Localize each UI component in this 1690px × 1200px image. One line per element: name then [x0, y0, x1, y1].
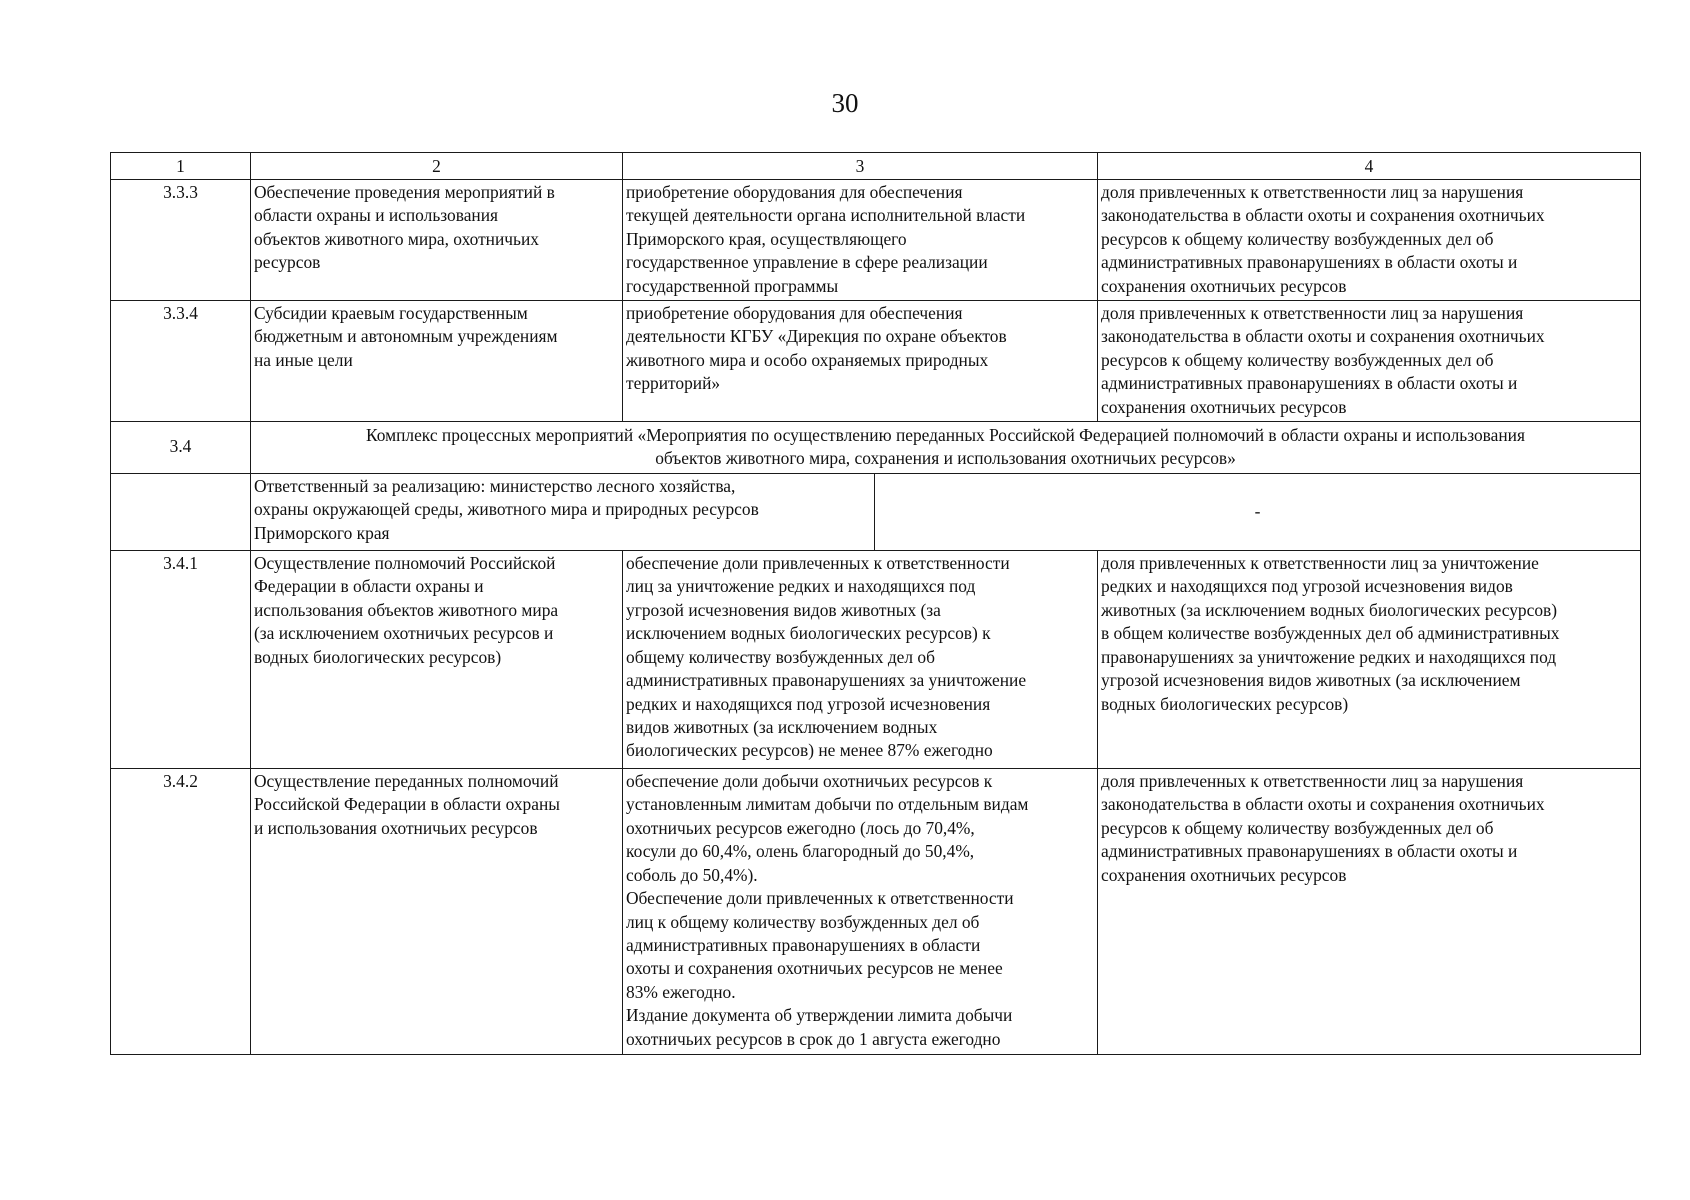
indicator-cell-line: редких и находящихся под угрозой исчезновения видов [1101, 576, 1513, 597]
task-cell-line: обеспечение доли добычи охотничьих ресурсов к [626, 771, 993, 792]
task-cell-line: административных правонарушениях в области [626, 934, 981, 955]
measure-name-cell-line: ресурсов [254, 252, 321, 273]
measure-name-cell-line: Осуществление переданных полномочий [254, 771, 559, 792]
indicator-cell-line: административных правонарушениях в области охоты и [1101, 841, 1518, 862]
indicator-cell-line: животных (за исключением водных биологических ресурсов) [1101, 599, 1558, 620]
task-cell [623, 769, 1098, 1055]
responsible-row [111, 474, 1641, 551]
task-cell-line: территорий» [626, 373, 721, 394]
indicator-cell-line: ресурсов к общему количеству возбужденных дел об [1101, 817, 1494, 838]
section-title-line: Комплекс процессных мероприятий «Мероприятия по осуществлению переданных Российской Федерацией полномочий в области охраны и использования [366, 425, 1525, 446]
task-cell-line: 83% ежегодно. [626, 981, 736, 1002]
task-cell-line: приобретение оборудования для обеспечения [626, 303, 963, 324]
task-cell-line: животного мира и особо охраняемых природных [626, 349, 989, 370]
indicator-cell-line: правонарушениях за уничтожение редких и находящихся под [1101, 646, 1557, 667]
empty-cell [111, 474, 251, 551]
task-cell-line: приобретение оборудования для обеспечения [626, 182, 963, 202]
indicator-cell [1098, 769, 1641, 1055]
column-header: 1 [111, 153, 251, 180]
indicator-cell-line: сохранения охотничьих ресурсов [1101, 864, 1347, 885]
indicator-cell [1098, 551, 1641, 769]
responsible-value: - [1254, 501, 1261, 522]
task-cell-line: деятельности КГБУ «Дирекция по охране объектов [626, 326, 1007, 347]
task-cell-line: Издание документа об утверждении лимита добычи [626, 1005, 1013, 1026]
indicator-cell-line: доля привлеченных к ответственности лиц за нарушения [1101, 303, 1524, 324]
task-cell-line: видов животных (за исключением водных [626, 716, 938, 737]
section-title [251, 422, 1641, 474]
task-cell-line: угрозой исчезновения видов животных (за [626, 599, 941, 620]
task-cell-line: государственное управление в сфере реализации [626, 252, 988, 273]
indicator-cell-line: доля привлеченных к ответственности лиц за нарушения [1101, 182, 1524, 202]
column-header: 3 [623, 153, 1098, 180]
measure-name-cell-line: объектов животного мира, охотничьих [254, 228, 539, 249]
task-cell-line: соболь до 50,4%). [626, 864, 758, 885]
measure-name-cell-line: бюджетным и автономным учреждениям [254, 326, 558, 347]
table-row [111, 301, 1641, 422]
indicator-cell-line: угрозой исчезновения видов животных (за исключением [1101, 670, 1521, 691]
header-row [111, 153, 1641, 180]
indicator-cell-line: сохранения охотничьих ресурсов [1101, 275, 1347, 296]
indicator-cell-line: законодательства в области охоты и сохранения охотничьих [1101, 794, 1545, 815]
table-row [111, 180, 1641, 301]
task-cell-line: Приморского края, осуществляющего [626, 228, 907, 249]
task-cell-line: охотничьих ресурсов в срок до 1 августа ежегодно [626, 1028, 1001, 1049]
task-cell-line: лиц за уничтожение редких и находящихся под [626, 576, 976, 597]
measure-name-cell-line: и использования охотничьих ресурсов [254, 817, 538, 838]
measure-name-cell [251, 769, 623, 1055]
measure-name-cell-line: Федерации в области охраны и [254, 576, 484, 597]
measure-name-cell-line: Осуществление полномочий Российской [254, 553, 556, 574]
measure-name-cell-line: использования объектов животного мира [254, 599, 559, 620]
row-number: 3.4.1 [111, 551, 251, 769]
measure-name-cell [251, 301, 623, 422]
task-cell-line: обеспечение доли привлеченных к ответственности [626, 553, 1010, 574]
row-number: 3.4.2 [111, 769, 251, 1055]
table-body [111, 153, 1641, 1055]
task-cell-line: биологических ресурсов) не менее 87% ежегодно [626, 740, 993, 761]
row-number: 3.3.3 [111, 180, 251, 301]
task-cell-line: государственной программы [626, 275, 839, 296]
indicator-cell [1098, 180, 1641, 301]
row-number: 3.3.4 [111, 301, 251, 422]
table-row [111, 769, 1641, 1055]
responsible-label [251, 474, 875, 550]
indicator-cell-line: административных правонарушениях в области охоты и [1101, 252, 1518, 273]
indicator-cell-line: ресурсов к общему количеству возбужденных дел об [1101, 349, 1494, 370]
measure-name-cell-line: (за исключением охотничьих ресурсов и [254, 623, 554, 644]
measure-name-cell [251, 180, 623, 301]
task-cell-line: редких и находящихся под угрозой исчезновения [626, 693, 991, 714]
task-cell [623, 180, 1098, 301]
task-cell-line: охотничьих ресурсов ежегодно (лось до 70,4%, [626, 817, 975, 838]
task-cell [623, 301, 1098, 422]
task-cell-line: текущей деятельности органа исполнительной власти [626, 205, 1026, 226]
section-row [111, 422, 1641, 474]
indicator-cell-line: доля привлеченных к ответственности лиц за нарушения [1101, 771, 1524, 792]
indicator-cell-line: водных биологических ресурсов) [1101, 693, 1349, 714]
task-cell-line: лиц к общему количеству возбужденных дел об [626, 911, 980, 932]
measures-table [110, 152, 1641, 1055]
task-cell-line: охоты и сохранения охотничьих ресурсов не менее [626, 958, 1003, 979]
page-number: 30 [831, 88, 859, 118]
task-cell-line: косули до 60,4%, олень благородный до 50,4%, [626, 841, 975, 862]
table-row [111, 551, 1641, 769]
indicator-cell [1098, 301, 1641, 422]
indicator-cell-line: сохранения охотничьих ресурсов [1101, 396, 1347, 417]
column-header: 4 [1098, 153, 1641, 180]
measure-name-cell-line: водных биологических ресурсов) [254, 646, 502, 667]
responsible-label-line: Ответственный за реализацию: министерство лесного хозяйства, [254, 476, 736, 497]
indicator-cell-line: доля привлеченных к ответственности лиц за уничтожение [1101, 553, 1539, 574]
section-number: 3.4 [111, 422, 251, 474]
column-header: 2 [251, 153, 623, 180]
task-cell-line: общему количеству возбужденных дел об [626, 646, 935, 667]
measure-name-cell [251, 551, 623, 769]
task-cell-line: административных правонарушениях за уничтожение [626, 670, 1027, 691]
measure-name-cell-line: на иные цели [254, 349, 353, 370]
section-title-line: объектов животного мира, сохранения и использования охотничьих ресурсов» [655, 448, 1236, 469]
indicator-cell-line: ресурсов к общему количеству возбужденных дел об [1101, 228, 1494, 249]
task-cell-line: исключением водных биологических ресурсов) к [626, 623, 991, 644]
task-cell-line: установленным лимитам добычи по отдельным видам [626, 794, 1029, 815]
task-cell [623, 551, 1098, 769]
measure-name-cell-line: Обеспечение проведения мероприятий в [254, 182, 555, 202]
measure-name-cell-line: области охраны и использования [254, 205, 499, 226]
responsible-label-line: Приморского края [254, 522, 390, 543]
task-cell-line: Обеспечение доли привлеченных к ответственности [626, 888, 1014, 909]
measure-name-cell-line: Субсидии краевым государственным [254, 303, 528, 324]
responsible-cell [251, 474, 1641, 551]
indicator-cell-line: административных правонарушениях в области охоты и [1101, 373, 1518, 394]
indicator-cell-line: законодательства в области охоты и сохранения охотничьих [1101, 205, 1545, 226]
indicator-cell-line: в общем количестве возбужденных дел об административных [1101, 623, 1560, 644]
responsible-label-line: охраны окружающей среды, животного мира и природных ресурсов [254, 499, 759, 520]
measure-name-cell-line: Российской Федерации в области охраны [254, 794, 560, 815]
indicator-cell-line: законодательства в области охоты и сохранения охотничьих [1101, 326, 1545, 347]
